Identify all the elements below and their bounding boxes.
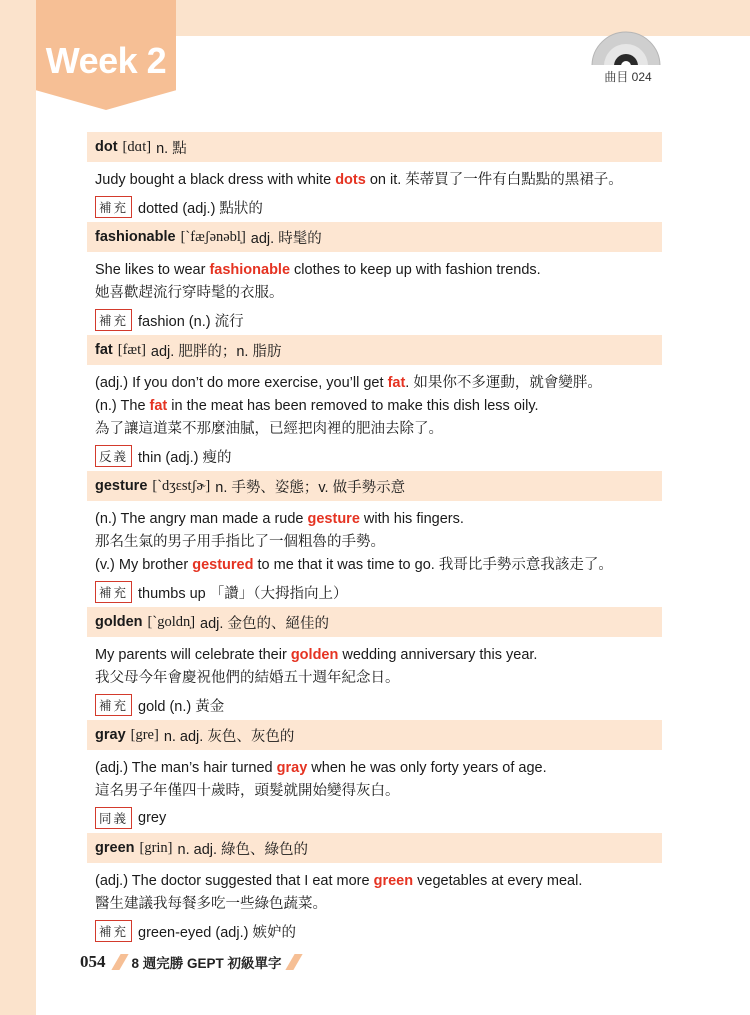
track-label: 曲目 024 (604, 70, 652, 84)
entry-word: fashionable (95, 229, 176, 245)
entry-phonetic: [dɑt] (122, 138, 152, 155)
note-tag: 補充 (95, 196, 132, 218)
entry-phonetic: [ˋfæʃənəbl̩] (180, 228, 246, 245)
entry-note (95, 694, 662, 716)
vocab-entry (87, 132, 662, 218)
example-sentence (95, 259, 662, 282)
entry-phonetic: [gre] (130, 726, 159, 743)
note-text: gold (n.) 黃金 (138, 698, 225, 715)
sentence-text: (adj.) If you don’t do more exercise, you’ll get (95, 375, 388, 391)
sentence-text: 她喜歡趕流行穿時髦的衣服。 (95, 285, 284, 301)
sentence-text: clothes to keep up with fashion trends. (290, 262, 541, 278)
vocab-entry (87, 471, 662, 603)
sentence-text: 那名生氣的男子用手指比了一個粗魯的手勢。 (95, 534, 385, 550)
entry-note (95, 445, 662, 467)
sentence-text: Judy bought a black dress with white (95, 172, 336, 188)
vocab-entry (87, 222, 662, 331)
entry-header (87, 607, 662, 637)
sentence-text: (adj.) The man’s hair turned (95, 760, 277, 776)
entry-word: dot (95, 139, 118, 155)
sentence-text: (n.) The angry man made a rude (95, 511, 308, 527)
sentence-text: 這名男子年僅四十歲時，頭髮就開始變得灰白。 (95, 783, 400, 799)
entry-note (95, 196, 662, 218)
entry-part-of-speech: adj. 金色的、絕佳的 (200, 615, 329, 632)
note-text: thin (adj.) 瘦的 (138, 449, 232, 466)
example-sentence (95, 757, 662, 780)
note-tag: 反義 (95, 445, 132, 467)
example-sentence (95, 554, 662, 577)
entry-part-of-speech: adj. 肥胖的；n. 脂肪 (150, 343, 282, 360)
sentence-text: She likes to wear (95, 262, 210, 278)
week-label: Week 2 (45, 40, 167, 81)
entry-part-of-speech: n. 手勢、姿態；v. 做手勢示意 (215, 479, 406, 496)
example-sentence (95, 282, 662, 305)
note-text: thumbs up 「讚」（大拇指向上） (138, 585, 348, 602)
note-tag: 補充 (95, 309, 132, 331)
highlighted-word: fat (387, 375, 406, 391)
entry-word: gesture (95, 478, 148, 494)
entry-header (87, 471, 662, 501)
highlighted-word: gray (276, 760, 308, 776)
note-tag: 補充 (95, 694, 132, 716)
entry-note (95, 309, 662, 331)
sentence-text: to me that it was time to go. 我哥比手勢示意我該走了。 (253, 557, 613, 573)
vocab-entry (87, 720, 662, 829)
sentence-text: vegetables at every meal. (413, 873, 583, 889)
entry-word: fat (95, 342, 113, 358)
example-sentence (95, 372, 662, 395)
sentence-text: (v.) My brother (95, 557, 193, 573)
highlighted-word: green (373, 873, 414, 889)
entry-note (95, 920, 662, 942)
highlighted-word: fat (149, 398, 168, 414)
example-sentence (95, 418, 662, 441)
example-sentence (95, 893, 662, 916)
entry-body (87, 750, 662, 829)
note-tag: 同義 (95, 807, 132, 829)
entry-header (87, 833, 662, 863)
entry-note (95, 581, 662, 603)
sentence-text: My parents will celebrate their (95, 647, 291, 663)
entry-phonetic: [grin] (139, 839, 173, 856)
entry-header (87, 132, 662, 162)
sentence-text: with his fingers. (359, 511, 464, 527)
book-title: 8 週完勝 GEPT 初級單字 (131, 956, 282, 971)
sentence-text: . 如果你不多運動，就會變胖。 (405, 375, 602, 391)
entry-body (87, 637, 662, 716)
note-text: grey (138, 810, 167, 826)
example-sentence (95, 531, 662, 554)
page-number: 054 (80, 952, 106, 971)
note-text: dotted (adj.) 點狀的 (138, 200, 263, 217)
example-sentence (95, 508, 662, 531)
entry-phonetic: [fæt] (117, 341, 146, 358)
note-tag: 補充 (95, 581, 132, 603)
highlighted-word: dots (335, 172, 366, 188)
entry-part-of-speech: n. adj. 灰色、灰色的 (163, 728, 295, 745)
entry-header (87, 335, 662, 365)
vocab-entry (87, 335, 662, 467)
entry-phonetic: [ˋgoldn̩] (147, 613, 196, 630)
entry-header (87, 222, 662, 252)
vocab-entry (87, 833, 662, 942)
entry-word: gray (95, 727, 126, 743)
entry-note (95, 807, 662, 829)
sentence-text: 為了讓這道菜不那麼油膩，已經把肉裡的肥油去除了。 (95, 421, 443, 437)
example-sentence (95, 644, 662, 667)
entry-part-of-speech: adj. 時髦的 (250, 230, 322, 247)
entry-word: green (95, 840, 135, 856)
example-sentence (95, 667, 662, 690)
entry-body (87, 863, 662, 942)
entry-part-of-speech: n. 點 (156, 140, 187, 157)
note-text: green-eyed (adj.) 嫉妒的 (138, 924, 296, 941)
example-sentence (95, 870, 662, 893)
page-left-band (0, 0, 36, 1015)
entry-part-of-speech: n. adj. 綠色、綠色的 (177, 841, 309, 858)
example-sentence (95, 169, 662, 192)
entry-word: golden (95, 614, 143, 630)
entry-body (87, 501, 662, 603)
highlighted-word: golden (290, 647, 339, 663)
sentence-text: 我父母今年會慶祝他們的結婚五十週年紀念日。 (95, 670, 400, 686)
sentence-text: 醫生建議我每餐多吃一些綠色蔬菜。 (95, 896, 327, 912)
entry-header (87, 720, 662, 750)
vocabulary-list (87, 132, 662, 946)
sentence-text: in the meat has been removed to make this dish less oily. (167, 398, 539, 414)
example-sentence (95, 395, 662, 418)
vocab-entry (87, 607, 662, 716)
page-footer (80, 952, 298, 972)
entry-phonetic: [ˋdʒɛstʃɚ] (152, 477, 211, 494)
entry-body (87, 252, 662, 331)
sentence-text: when he was only forty years of age. (307, 760, 547, 776)
sentence-text: wedding anniversary this year. (338, 647, 538, 663)
entry-body (87, 162, 662, 218)
note-tag: 補充 (95, 920, 132, 942)
footer-divider (285, 954, 302, 970)
footer-divider (111, 954, 128, 970)
cd-icon[interactable] (590, 30, 680, 65)
entry-body (87, 365, 662, 467)
example-sentence (95, 780, 662, 803)
highlighted-word: gestured (192, 557, 254, 573)
highlighted-word: fashionable (209, 262, 291, 278)
sentence-text: (adj.) The doctor suggested that I eat more (95, 873, 374, 889)
sentence-text: (n.) The (95, 398, 150, 414)
highlighted-word: gesture (307, 511, 360, 527)
sentence-text: on it. 茱蒂買了一件有白點點的黑裙子。 (365, 172, 623, 188)
note-text: fashion (n.) 流行 (138, 313, 244, 330)
